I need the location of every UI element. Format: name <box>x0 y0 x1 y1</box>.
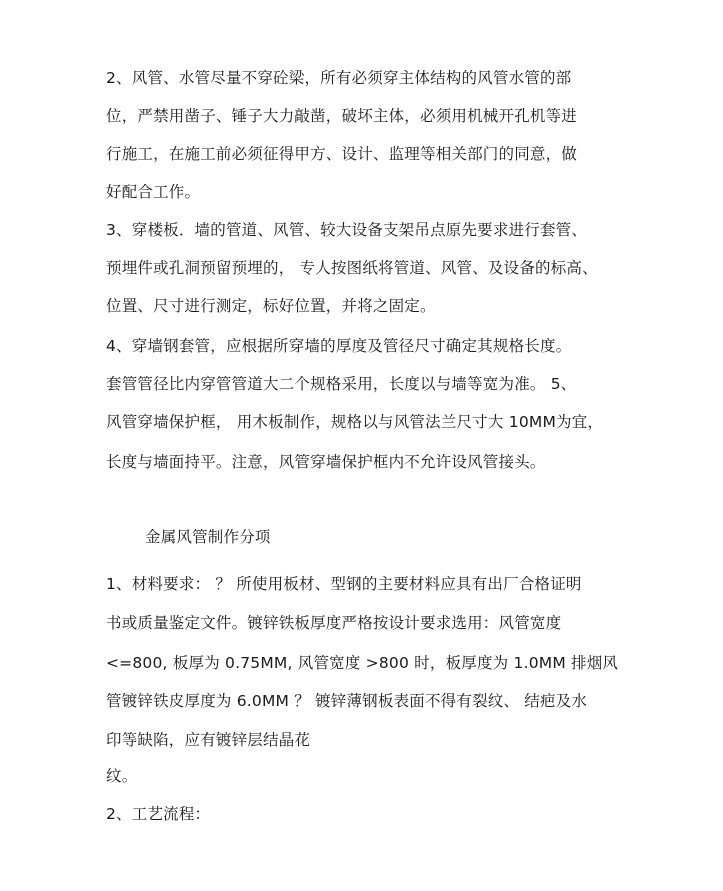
paragraph-5-line-2: 长度与墙面持平。注意，风管穿墙保护框内不允许设风管接头。 <box>106 453 546 471</box>
paragraph-3-line-3: 位置、尺寸进行测定，标好位置，并将之固定。 <box>106 297 436 315</box>
paragraph-5-line-1: 风管穿墙保护框， 用木板制作，规格以与风管法兰尺寸大 10MM为宜， <box>106 413 604 431</box>
paragraph-4-line-1: 4、穿墙钢套管，应根据所穿墙的厚度及管径尺寸确定其规格长度。 <box>106 337 572 355</box>
section-heading: 金属风管制作分项 <box>145 528 271 546</box>
material-requirements-line-2: 书或质量鉴定文件。镀锌铁板厚度严格按设计要求选用：风管宽度 <box>106 614 562 632</box>
paragraph-2-line-2: 位，严禁用凿子、锤子大力敲凿，破坏主体，必须用机械开孔机等进 <box>106 107 578 125</box>
material-requirements-line-4: 管镀锌铁皮厚度为 6.0MM ？ 镀锌薄钢板表面不得有裂纹、 结疤及水 <box>106 692 588 710</box>
paragraph-2-line-3: 行施工，在施工前必须征得甲方、设计、监理等相关部门的同意，做 <box>106 145 578 163</box>
material-requirements-line-5: 印等缺陷，应有镀锌层结晶花 <box>106 731 311 749</box>
paragraph-4-line-2: 套管管径比内穿管管道大二个规格采用，长度以与墙等宽为准。 5、 <box>106 375 577 393</box>
process-flow-heading: 2、工艺流程： <box>106 805 211 823</box>
paragraph-3-line-1: 3、穿楼板．墙的管道、风管、较大设备支架吊点原先要求进行套管、 <box>106 221 588 239</box>
material-requirements-line-6: 纹。 <box>106 767 138 785</box>
paragraph-2-line-1: 2、风管、水管尽量不穿砼梁，所有必须穿主体结构的风管水管的部 <box>106 69 572 87</box>
paragraph-2-line-4: 好配合工作。 <box>106 183 201 201</box>
material-requirements-line-3: <=800, 板厚为 0.75MM, 风管宽度 >800 时，板厚度为 1.0MM 排烟风 <box>106 654 619 672</box>
paragraph-3-line-2: 预埋件或孔洞预留预埋的， 专人按图纸将管道、风管、及设备的标高、 <box>106 259 598 277</box>
material-requirements-line-1: 1、材料要求： ？ 所使用板材、型钢的主要材料应具有出厂合格证明 <box>106 575 582 593</box>
